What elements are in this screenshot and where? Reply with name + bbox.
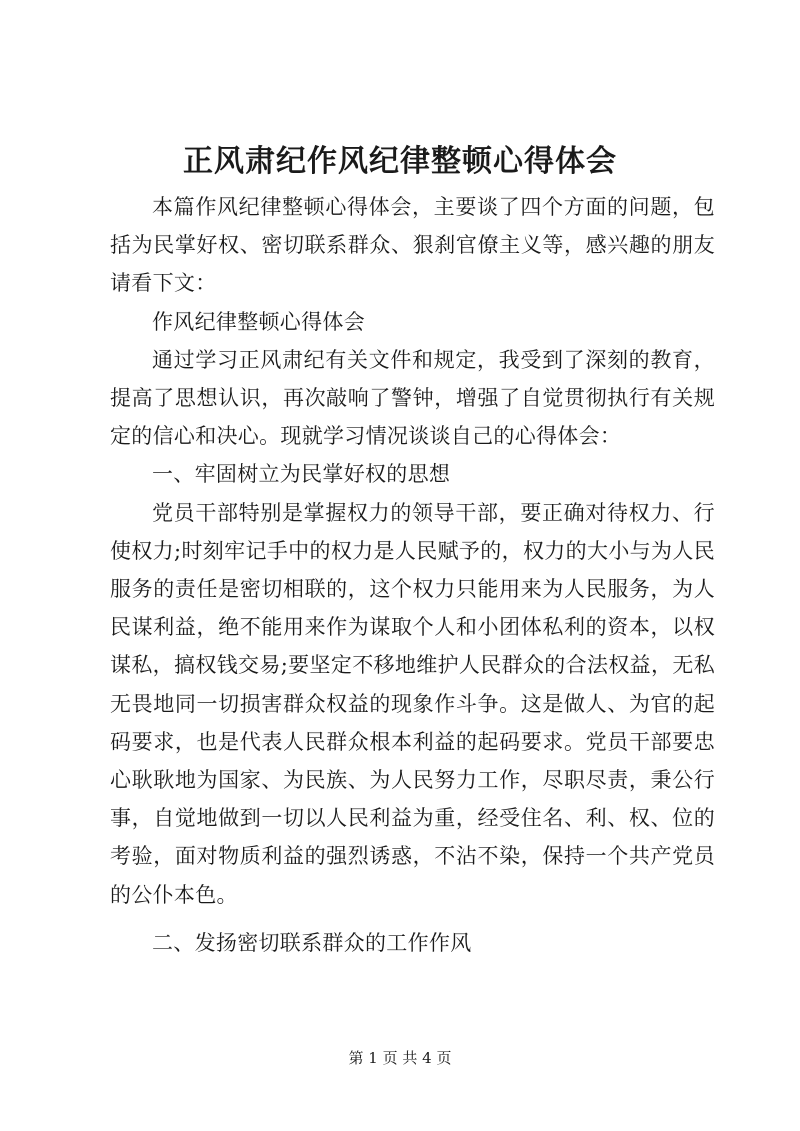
body-paragraph: 通过学习正风肃纪有关文件和规定，我受到了深刻的教育，提高了思想认识，再次敲响了警钟，增强了自觉贯彻执行有关规定的信心和决心。现就学习情况谈谈自己的心得体会： <box>110 347 715 449</box>
section-heading: 二、发扬密切联系群众的工作作风 <box>152 930 472 955</box>
intro-paragraph: 本篇作风纪律整顿心得体会，主要谈了四个方面的问题，包括为民掌好权、密切联系群众、狠刹官僚主义等，感兴趣的朋友请看下文： <box>110 195 715 296</box>
section-heading: 一、牢固树立为民掌好权的思想 <box>152 462 451 487</box>
section-heading: 作风纪律整顿心得体会 <box>152 309 365 334</box>
document-body <box>110 188 715 962</box>
body-paragraph: 党员干部特别是掌握权力的领导干部，要正确对待权力、行使权力;时刻牢记手中的权力是人民赋予的，权力的大小与为人民服务的责任是密切相联的，这个权力只能用来为人民服务，为人民谋利益，绝不能用来作为谋取个人和小团体私利的资本，以权谋私，搞权钱交易;要坚定不移地维护人民群众的合法权益，无私无畏地同一切损害群众权益的现象作斗争。这是做人、为官的起码要求，也是代表人民群众根本利益的起码要求。党员干部要忠心耿耿地为国家、为民族、为人民努力工作，尽职尽责，秉公行事，自觉地做到一切以人民利益为重，经受住名、利、权、位的考验，面对物质利益的强烈诱惑，不沾不染，保持一个共产党员的公仆本色。 <box>110 500 715 907</box>
document-title: 正风肃纪作风纪律整顿心得体会 <box>183 144 617 179</box>
page-footer: 第 1 页 共 4 页 <box>348 1049 452 1067</box>
